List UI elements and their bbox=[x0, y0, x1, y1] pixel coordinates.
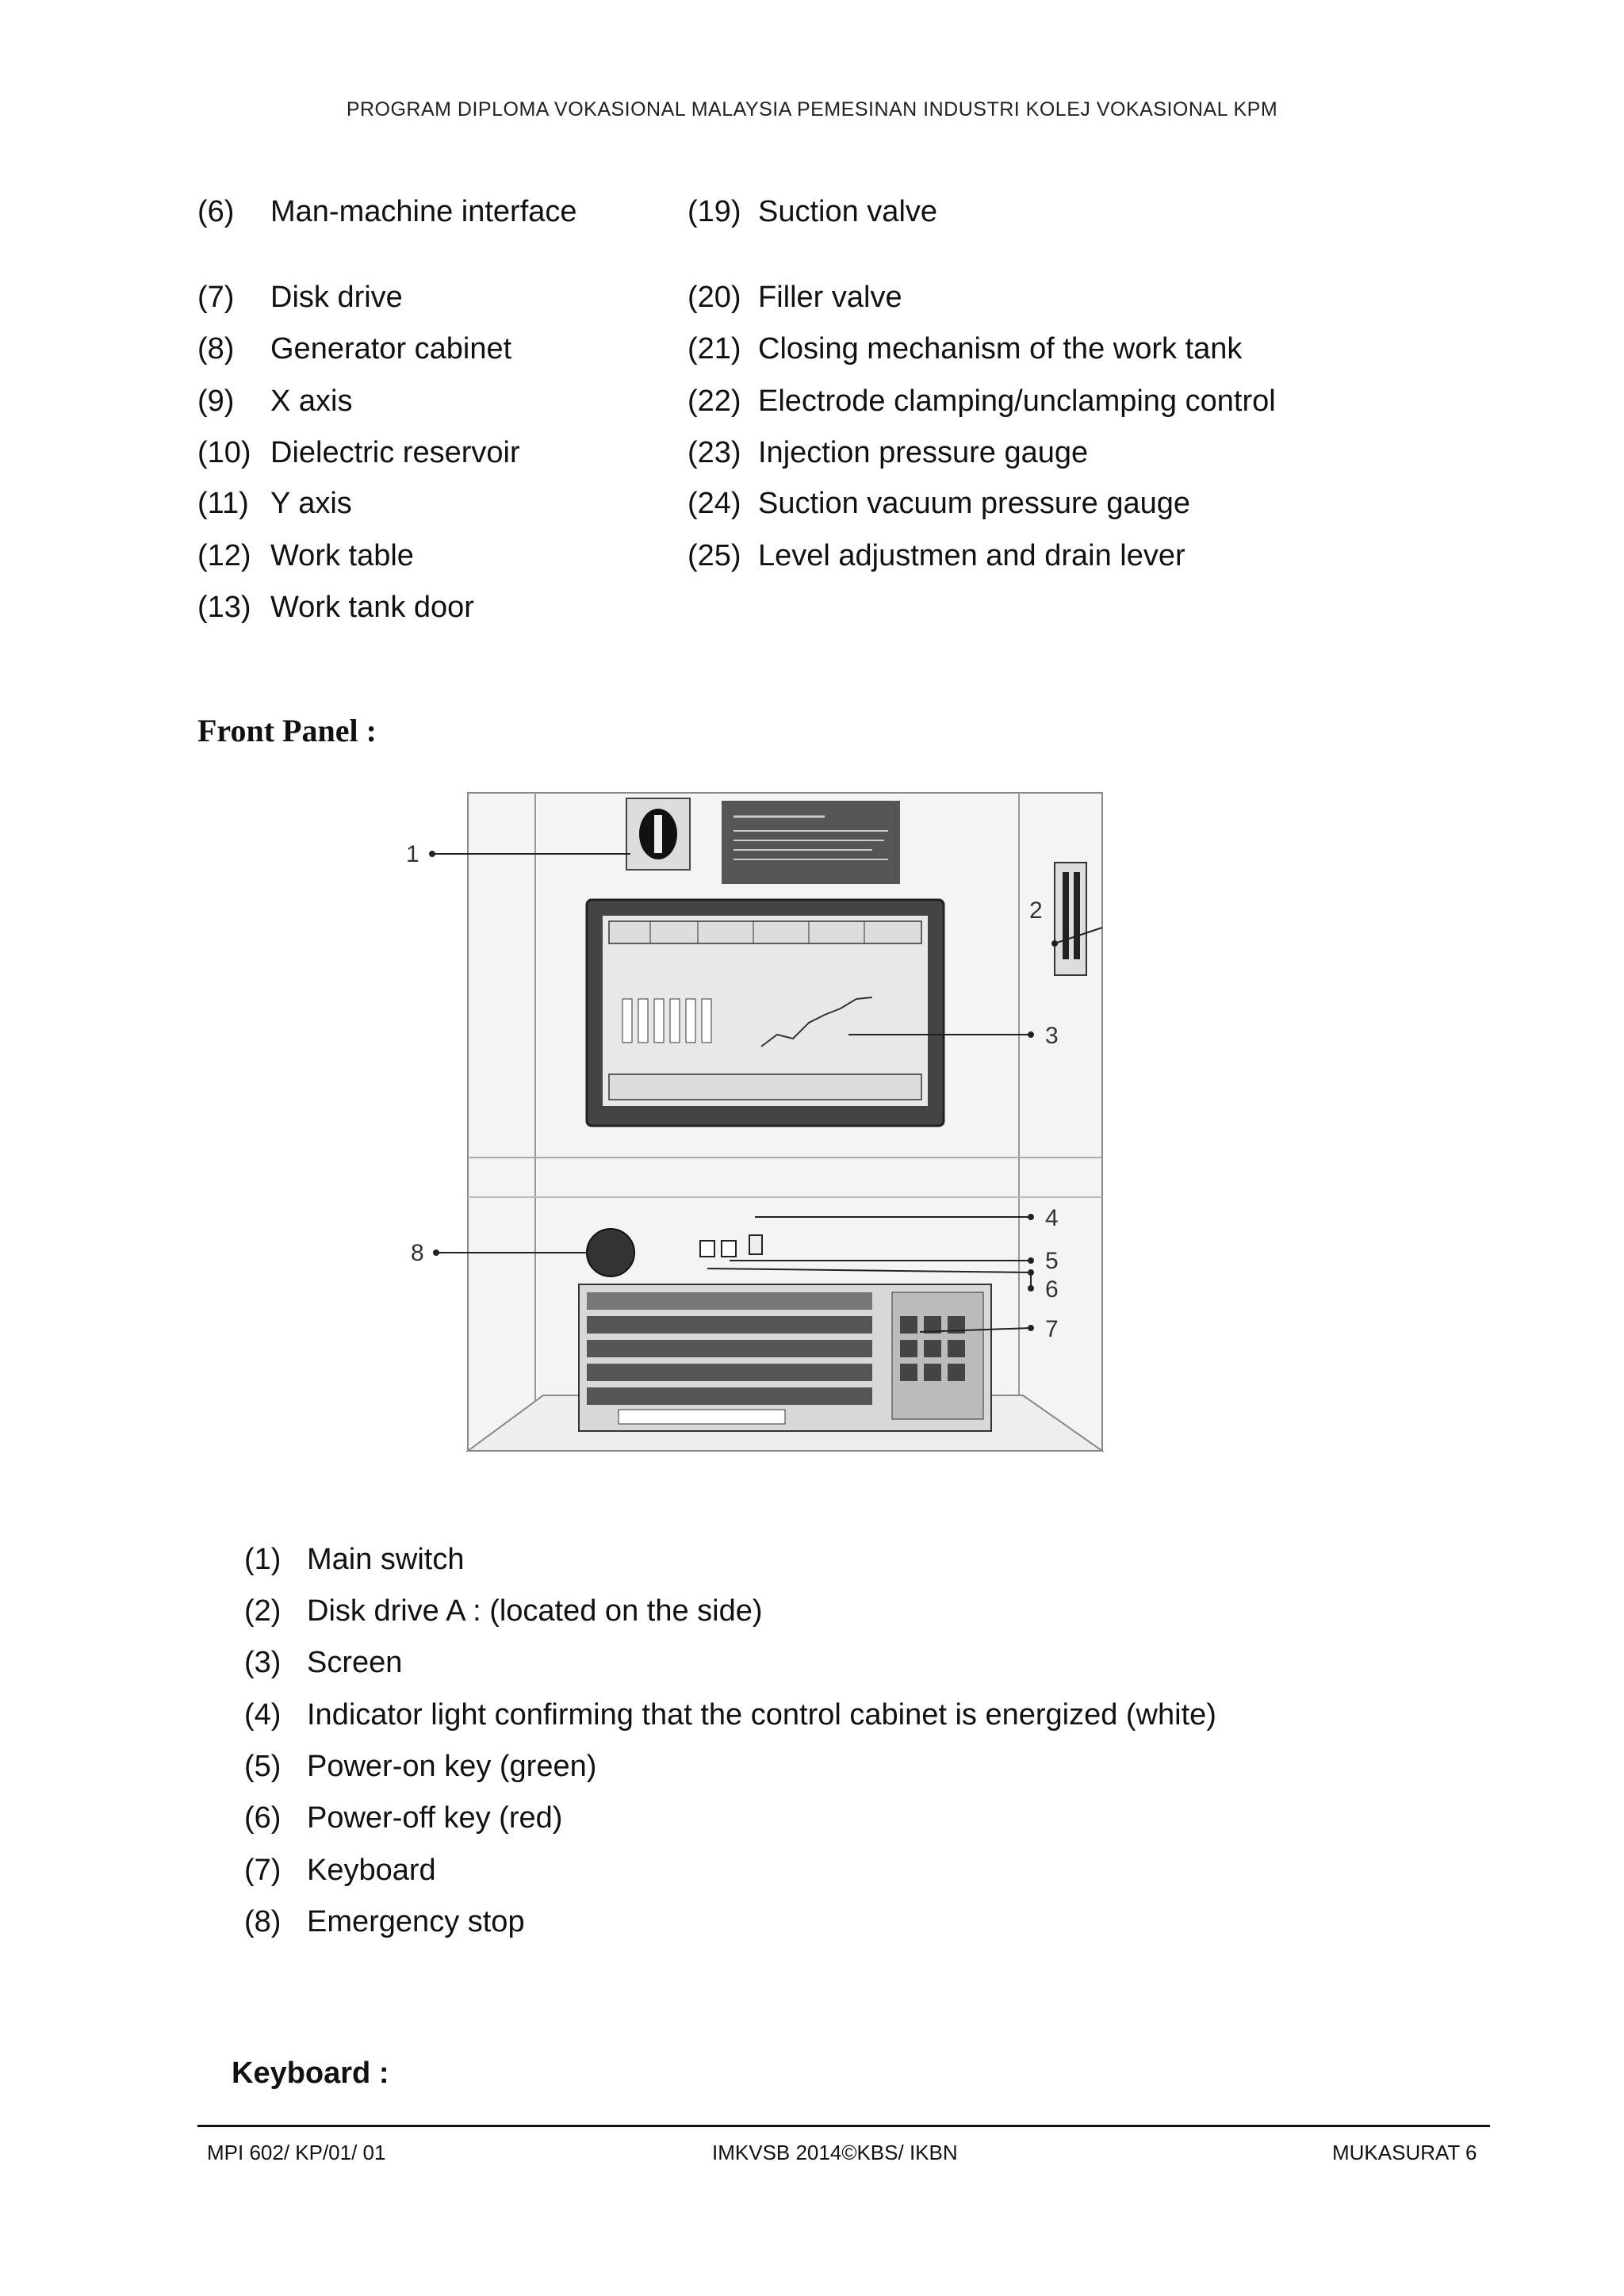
indicator-light-icon bbox=[749, 1235, 762, 1254]
item-text: Power-off key (red) bbox=[307, 1801, 563, 1835]
item-text: Closing mechanism of the work tank bbox=[758, 332, 1243, 365]
main-switch-icon bbox=[626, 798, 690, 870]
item-text: Man-machine interface bbox=[270, 195, 577, 228]
callout-7: 7 bbox=[1045, 1316, 1059, 1342]
callout-4: 4 bbox=[1045, 1205, 1059, 1231]
item-number: (1) bbox=[244, 1543, 282, 1576]
keyboard-icon bbox=[579, 1284, 991, 1431]
item-number: (3) bbox=[244, 1646, 282, 1679]
footer-right: MUKASURAT 6 bbox=[1332, 2141, 1477, 2164]
item-text: Screen bbox=[307, 1646, 403, 1679]
item-text: Emergency stop bbox=[307, 1905, 525, 1938]
item-number: (20) bbox=[688, 281, 741, 314]
item-text: Main switch bbox=[307, 1543, 465, 1576]
item-text: Injection pressure gauge bbox=[758, 436, 1089, 469]
front-panel-figure bbox=[349, 761, 1261, 1475]
item-text: Level adjustmen and drain lever bbox=[758, 539, 1185, 572]
item-number: (13) bbox=[197, 591, 251, 624]
power-off-key-icon bbox=[700, 1241, 714, 1257]
front-panel-title: Front Panel : bbox=[197, 713, 377, 748]
item-text: Electrode clamping/unclamping control bbox=[758, 385, 1276, 418]
item-number: (8) bbox=[244, 1905, 282, 1938]
emergency-stop-icon bbox=[587, 1229, 634, 1276]
footer-divider bbox=[197, 2125, 1490, 2127]
footer-center: IMKVSB 2014©KBS/ IKBN bbox=[712, 2141, 958, 2164]
item-text: Work tank door bbox=[270, 591, 474, 624]
item-number: (24) bbox=[688, 487, 741, 520]
item-number: (22) bbox=[688, 385, 741, 418]
callout-3: 3 bbox=[1045, 1023, 1059, 1049]
item-number: (2) bbox=[244, 1594, 282, 1628]
item-number: (10) bbox=[197, 436, 251, 469]
item-number: (7) bbox=[244, 1854, 282, 1887]
item-text: Power-on key (green) bbox=[307, 1750, 597, 1783]
screen-icon bbox=[587, 900, 944, 1126]
item-text: Disk drive A : (located on the side) bbox=[307, 1594, 763, 1628]
callout-5: 5 bbox=[1045, 1248, 1059, 1274]
item-text: Suction vacuum pressure gauge bbox=[758, 487, 1190, 520]
disk-drive-icon bbox=[1055, 863, 1086, 975]
page-header: PROGRAM DIPLOMA VOKASIONAL MALAYSIA PEMESINAN INDUSTRI KOLEJ VOKASIONAL KPM bbox=[346, 98, 1278, 121]
item-text: Filler valve bbox=[758, 281, 902, 314]
item-number: (12) bbox=[197, 539, 251, 572]
label-plate-icon bbox=[722, 801, 900, 884]
item-number: (6) bbox=[197, 195, 235, 228]
item-text: X axis bbox=[270, 385, 353, 418]
callout-2: 2 bbox=[1029, 897, 1043, 924]
item-number: (25) bbox=[688, 539, 741, 572]
item-number: (19) bbox=[688, 195, 741, 228]
item-number: (23) bbox=[688, 436, 741, 469]
item-text: Indicator light confirming that the control cabinet is energized (white) bbox=[307, 1698, 1216, 1732]
item-number: (7) bbox=[197, 281, 235, 314]
item-text: Disk drive bbox=[270, 281, 403, 314]
power-on-key-icon bbox=[722, 1241, 736, 1257]
callout-1: 1 bbox=[406, 841, 419, 867]
item-text: Generator cabinet bbox=[270, 332, 512, 365]
callout-6: 6 bbox=[1045, 1276, 1059, 1303]
item-number: (4) bbox=[244, 1698, 282, 1732]
item-text: Y axis bbox=[270, 487, 352, 520]
item-number: (9) bbox=[197, 385, 235, 418]
item-number: (8) bbox=[197, 332, 235, 365]
item-text: Suction valve bbox=[758, 195, 938, 228]
item-text: Dielectric reservoir bbox=[270, 436, 520, 469]
callout-8: 8 bbox=[411, 1240, 424, 1266]
item-number: (5) bbox=[244, 1750, 282, 1783]
keyboard-title: Keyboard : bbox=[232, 2057, 389, 2090]
item-text: Keyboard bbox=[307, 1854, 436, 1887]
item-number: (11) bbox=[197, 487, 249, 520]
item-number: (6) bbox=[244, 1801, 282, 1835]
footer-left: MPI 602/ KP/01/ 01 bbox=[207, 2141, 386, 2164]
item-number: (21) bbox=[688, 332, 741, 365]
item-text: Work table bbox=[270, 539, 414, 572]
